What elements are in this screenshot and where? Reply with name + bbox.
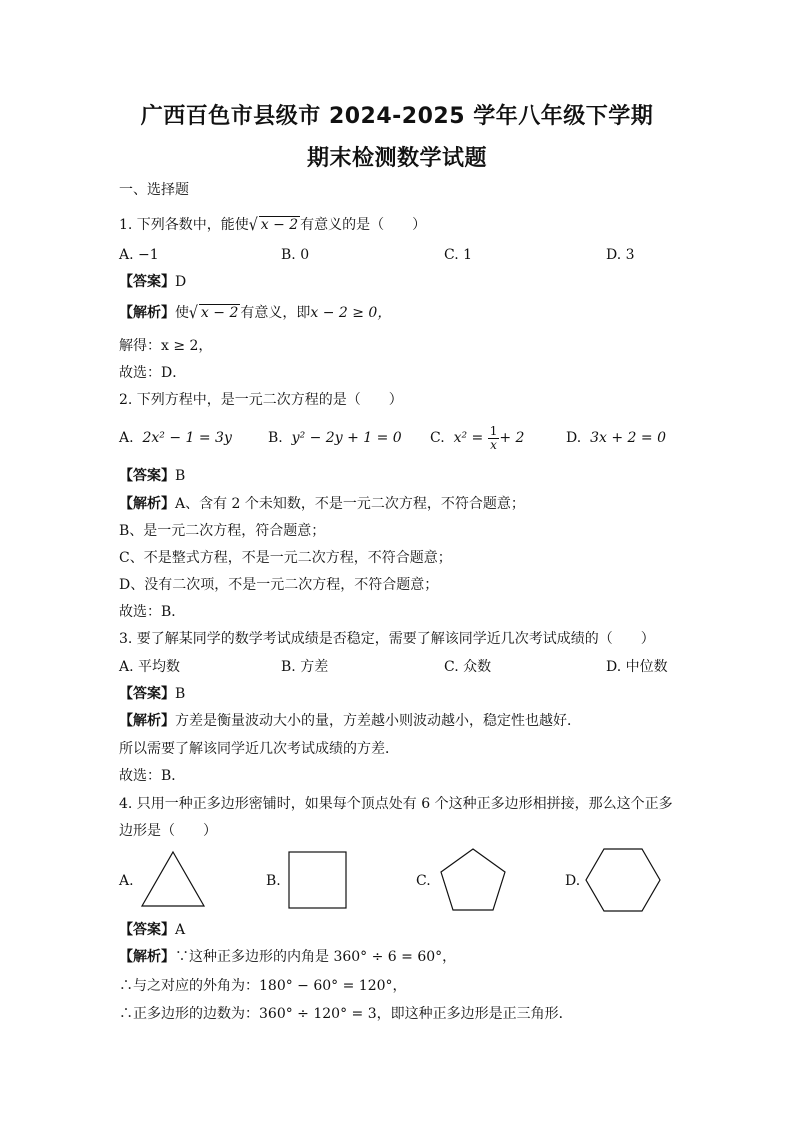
question-2-option-a: A. 2x² − 1 = 3y — [119, 430, 232, 446]
page-title: 广西百色市县级市 2024-2025 学年八年级下学期 — [140, 104, 654, 129]
question-4-option-b-label: B. — [266, 873, 281, 889]
fraction: $\frac{1}{x}$ — [489, 423, 498, 452]
question-2-stem: 2. 下列方程中，是一元二次方程的是（ ） — [119, 392, 403, 408]
question-2-analysis-c: C、不是整式方程，不是一元二次方程，不符合题意； — [119, 550, 452, 566]
question-3-option-d: D. 中位数 — [606, 659, 668, 675]
question-3-stem: 3. 要了解某同学的数学考试成绩是否稳定，需要了解该同学近几次考试成绩的（ ） — [119, 631, 655, 647]
question-2-choice: 故选：B． — [119, 604, 186, 620]
question-2-option-d: D. 3x + 2 = 0 — [566, 430, 666, 446]
question-4-option-d-label: D. — [565, 873, 581, 889]
question-4-stem: 4. 只用一种正多边形密铺时，如果每个顶点处有 6 个这种正多边形相拼接，那么这个正多 — [119, 796, 673, 812]
question-2-answer: 【答案】B — [119, 468, 186, 484]
pentagon-icon — [438, 847, 508, 913]
question-3-option-b: B. 方差 — [281, 659, 329, 675]
square-icon — [287, 850, 349, 910]
question-1-option-b: B. 0 — [281, 247, 310, 263]
question-4-answer: 【答案】A — [119, 922, 186, 938]
question-4-analysis-2: ∴与之对应的外角为：180° − 60° = 120°， — [119, 978, 407, 994]
question-1-option-d: D. 3 — [606, 247, 635, 263]
question-1-option-c: C. 1 — [444, 247, 473, 263]
question-3-analysis-2: 所以需要了解该同学近几次考试成绩的方差． — [119, 741, 399, 757]
question-1-choice: 故选：D． — [119, 365, 187, 381]
question-1-stem: 1. 下列各数中，能使√ x − 2 有意义的是（ ） — [119, 215, 427, 235]
question-3-analysis: 【解析】方差是衡量波动大小的量，方差越小则波动越小，稳定性也越好． — [119, 713, 581, 729]
triangle-icon — [140, 850, 206, 908]
question-2-analysis-d: D、没有二次项，不是一元二次方程，不符合题意； — [119, 577, 439, 593]
question-1-answer: 【答案】D — [119, 274, 187, 290]
page-subtitle: 期末检测数学试题 — [306, 146, 487, 171]
question-1-option-a: A. −1 — [119, 247, 159, 263]
hexagon-icon — [584, 847, 662, 913]
radical-expression: x − 2 — [260, 217, 299, 233]
question-3-option-a: A. 平均数 — [119, 659, 181, 675]
question-4-option-a-label: A. — [119, 873, 134, 889]
question-3-answer: 【答案】B — [119, 686, 186, 702]
section-heading: 一、选择题 — [119, 182, 189, 198]
question-4-option-c-label: C. — [416, 873, 431, 889]
question-4-stem-2: 边形是（ ） — [119, 823, 217, 839]
question-1-solution: 解得：x ≥ 2， — [119, 338, 213, 354]
question-4-analysis-3: ∴正多边形的边数为：360° ÷ 120° = 3，即这种正多边形是正三角形． — [119, 1006, 573, 1022]
question-3-option-c: C. 众数 — [444, 659, 492, 675]
question-3-choice: 故选：B． — [119, 768, 186, 784]
question-2-option-b: B. y² − 2y + 1 = 0 — [268, 430, 402, 446]
question-1-analysis: 【解析】使√ x − 2 有意义，即x − 2 ≥ 0， — [119, 303, 392, 323]
question-2-analysis-b: B、是一元二次方程，符合题意； — [119, 523, 326, 539]
question-2-analysis-a: 【解析】A、含有 2 个未知数，不是一元二次方程，不符合题意； — [119, 496, 525, 512]
question-2-option-c: C. x² = $\frac{1}{x}$ + 2 — [430, 423, 525, 452]
question-4-analysis: 【解析】∵这种正多边形的内角是 360° ÷ 6 = 60°， — [119, 949, 457, 965]
